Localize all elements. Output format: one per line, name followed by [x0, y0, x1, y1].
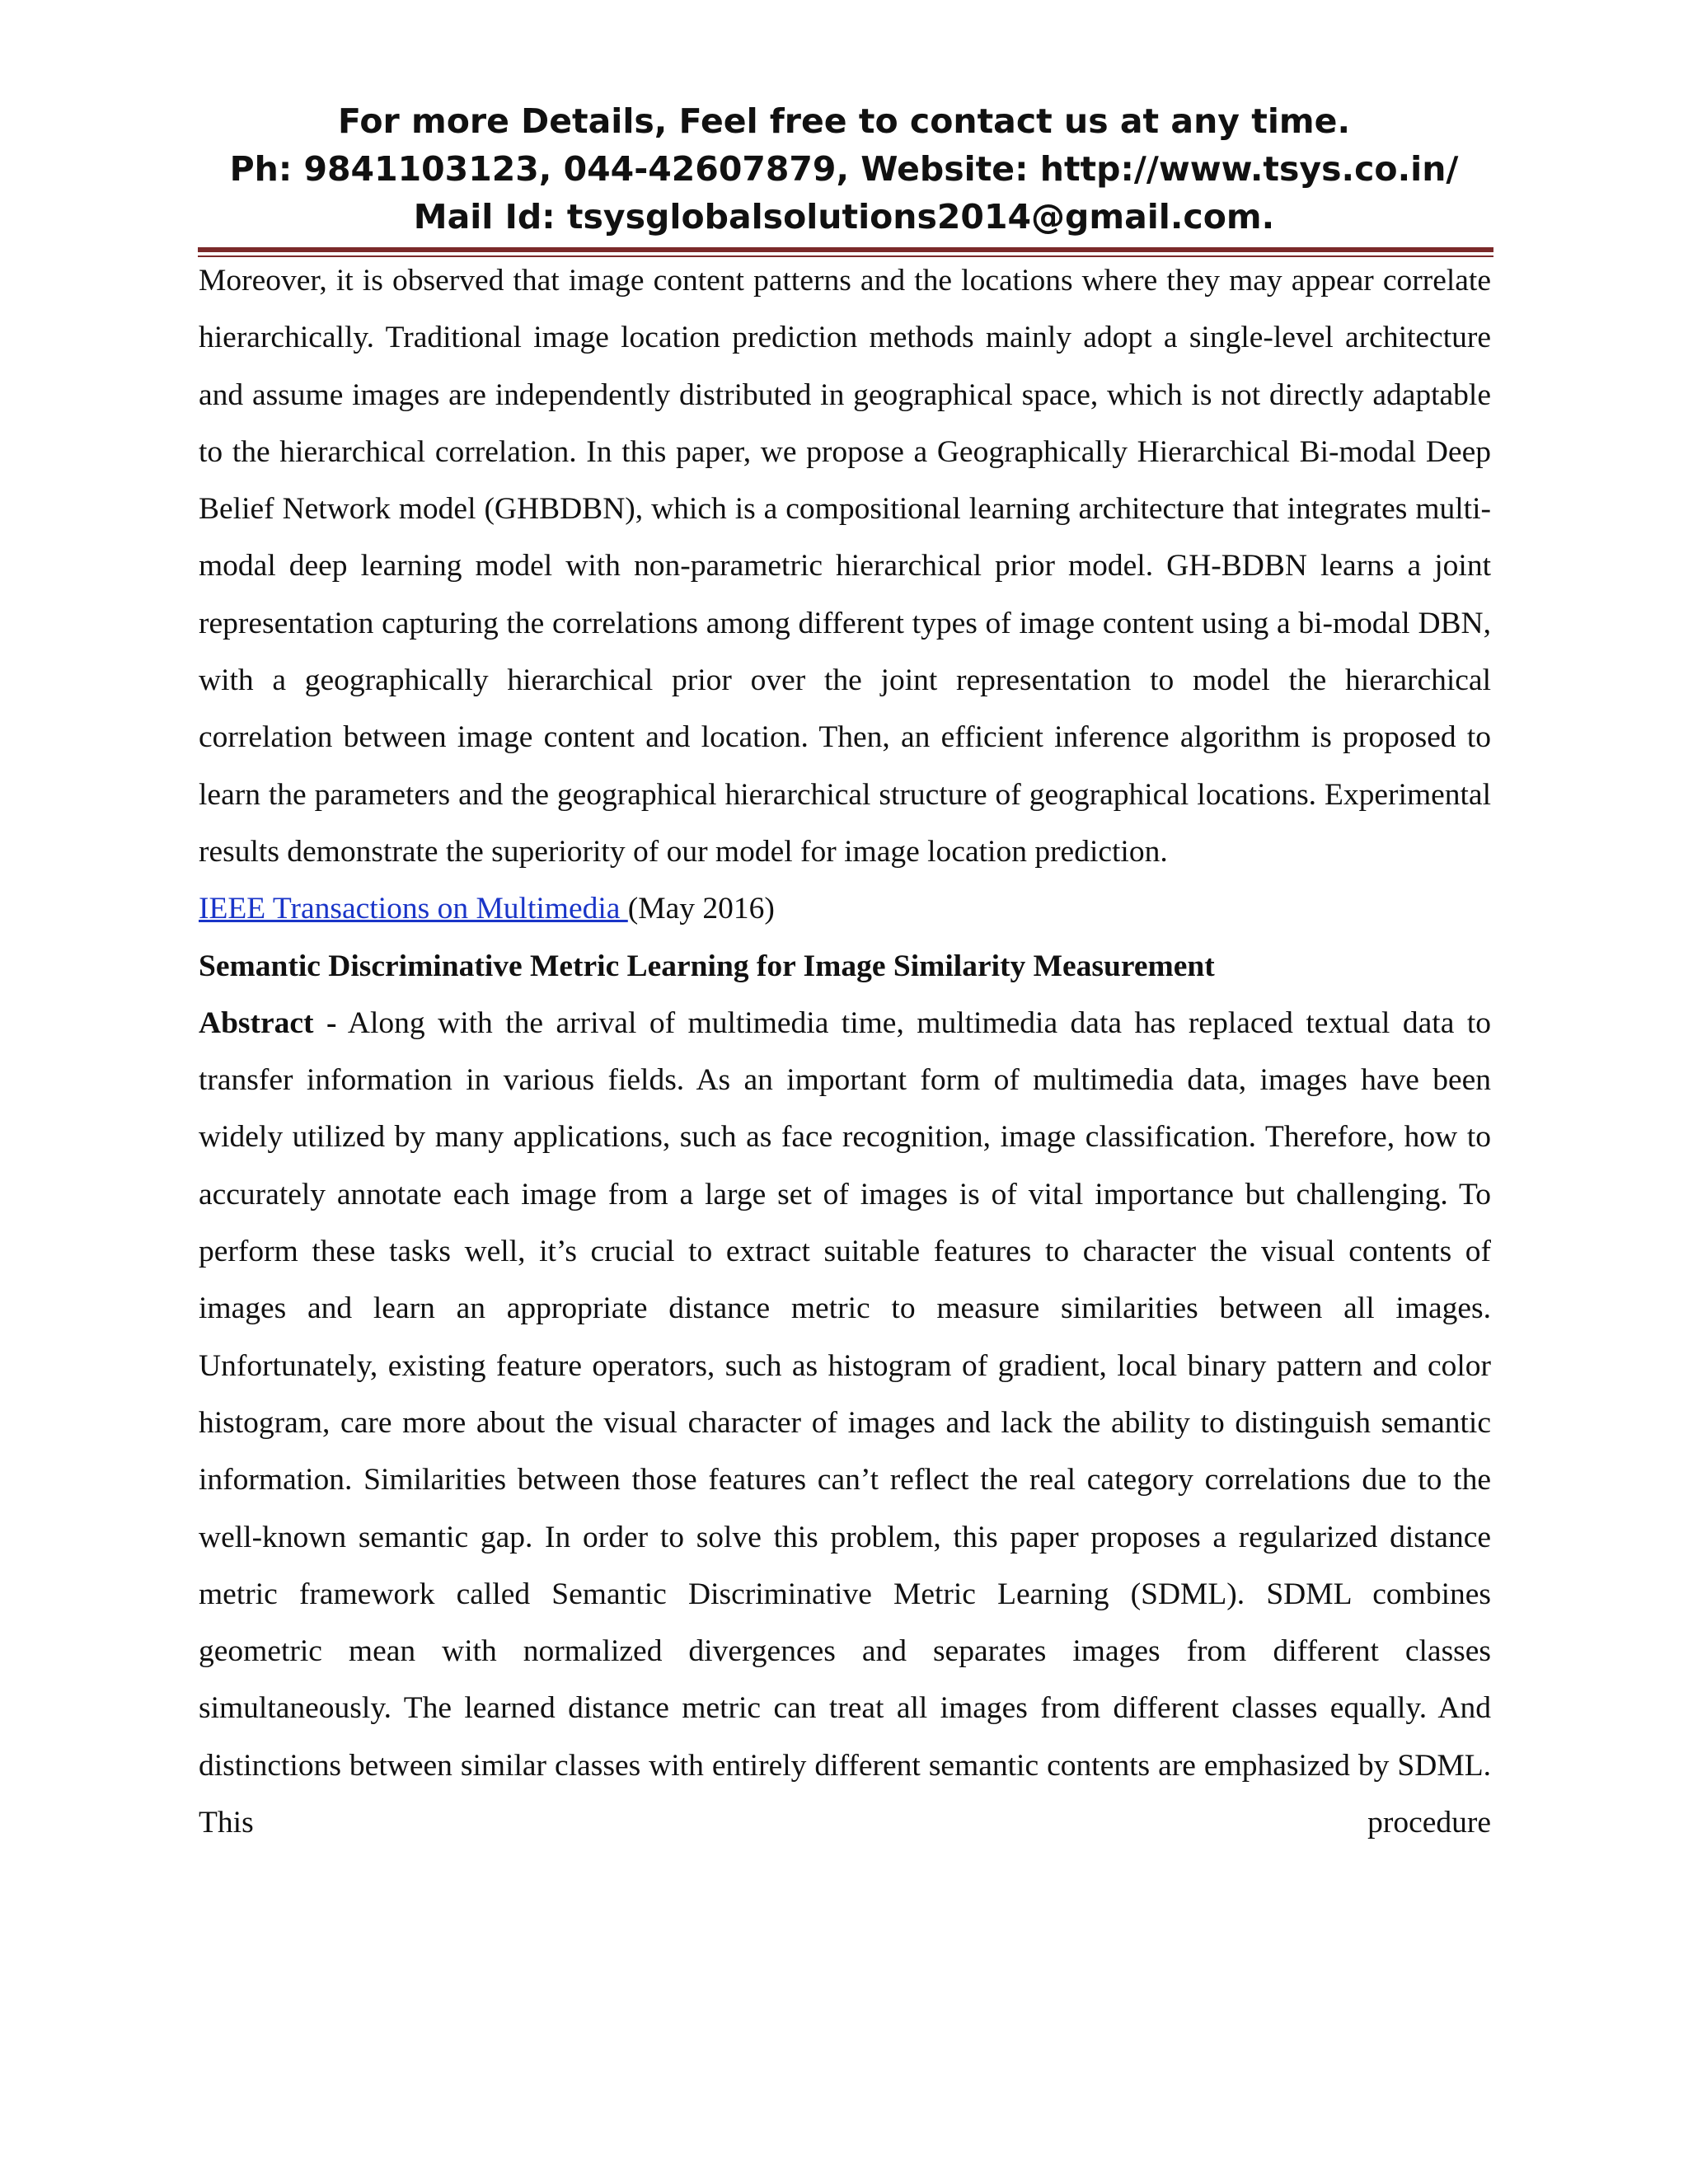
- contact-header: [0, 97, 1688, 241]
- journal-link[interactable]: IEEE Transactions on Multimedia: [199, 892, 628, 926]
- previous-abstract-paragraph: Moreover, it is observed that image content patterns and the locations where they may appear correlate hierarchically. Traditional image location prediction methods mainly adopt a single-level architecture and assume images are independently distributed in geographical space, which is not directly adaptable to the hierarchical correlation. In this paper, we propose a Geographically Hierarchical Bi-modal Deep Belief Network model (GHBDBN), which is a compositional learning architecture that integrates multi-modal deep learning model with non-parametric hierarchical prior model. GH-BDBN learns a joint representation capturing the correlations among different types of image content using a bi-modal DBN, with a geographically hierarchical prior over the joint representation to model the hierarchical correlation between image content and location. Then, an efficient inference algorithm is proposed to learn the parameters and the geographical hierarchical structure of geographical locations. Experimental results demonstrate the superiority of our model for image location prediction.: [199, 264, 1491, 869]
- header-phone-website-line: Ph: 9841103123, 044-42607879, Website: http://www.tsys.co.in/: [229, 149, 1459, 189]
- abstract-text: Along with the arrival of multimedia time, multimedia data has replaced textual data to transfer information in various fields. As an important form of multimedia data, images have been widely utilized by many applications, such as face recognition, image classification. Therefore, how to accurately annotate each image from a large set of images is of vital importance but challenging. To perform these tasks well, it’s crucial to extract suitable features to character the visual contents of images and learn an appropriate distance metric to measure similarities between all images. Unfortunately, existing feature operators, such as histogram of gradient, local binary pattern and color histogram, care more about the visual character of images and lack the ability to distinguish semantic information. Similarities between those features can’t reflect the real category correlations due to the well-known semantic gap. In order to solve this problem, this paper proposes a regularized distance metric framework called Semantic Discriminative Metric Learning (SDML). SDML combines geometric mean with normalized divergences and separates images from different classes simultaneously. The learned distance metric can treat all images from different classes equally. And distinctions between similar classes with entirely different semantic contents are emphasized by SDML. This procedure: [199, 1005, 1491, 1840]
- abstract-label: Abstract -: [199, 1005, 337, 1040]
- header-email-line: Mail Id: tsysglobalsolutions2014@gmail.com.: [413, 197, 1275, 237]
- document-body: [199, 252, 1491, 1851]
- abstract-paragraph: [199, 995, 1491, 1851]
- paper-title: Semantic Discriminative Metric Learning for Image Similarity Measurement: [199, 949, 1215, 983]
- header-contact-line: For more Details, Feel free to contact us at any time.: [337, 101, 1351, 141]
- publication-date: (May 2016): [627, 892, 775, 926]
- journal-citation: [199, 880, 1491, 937]
